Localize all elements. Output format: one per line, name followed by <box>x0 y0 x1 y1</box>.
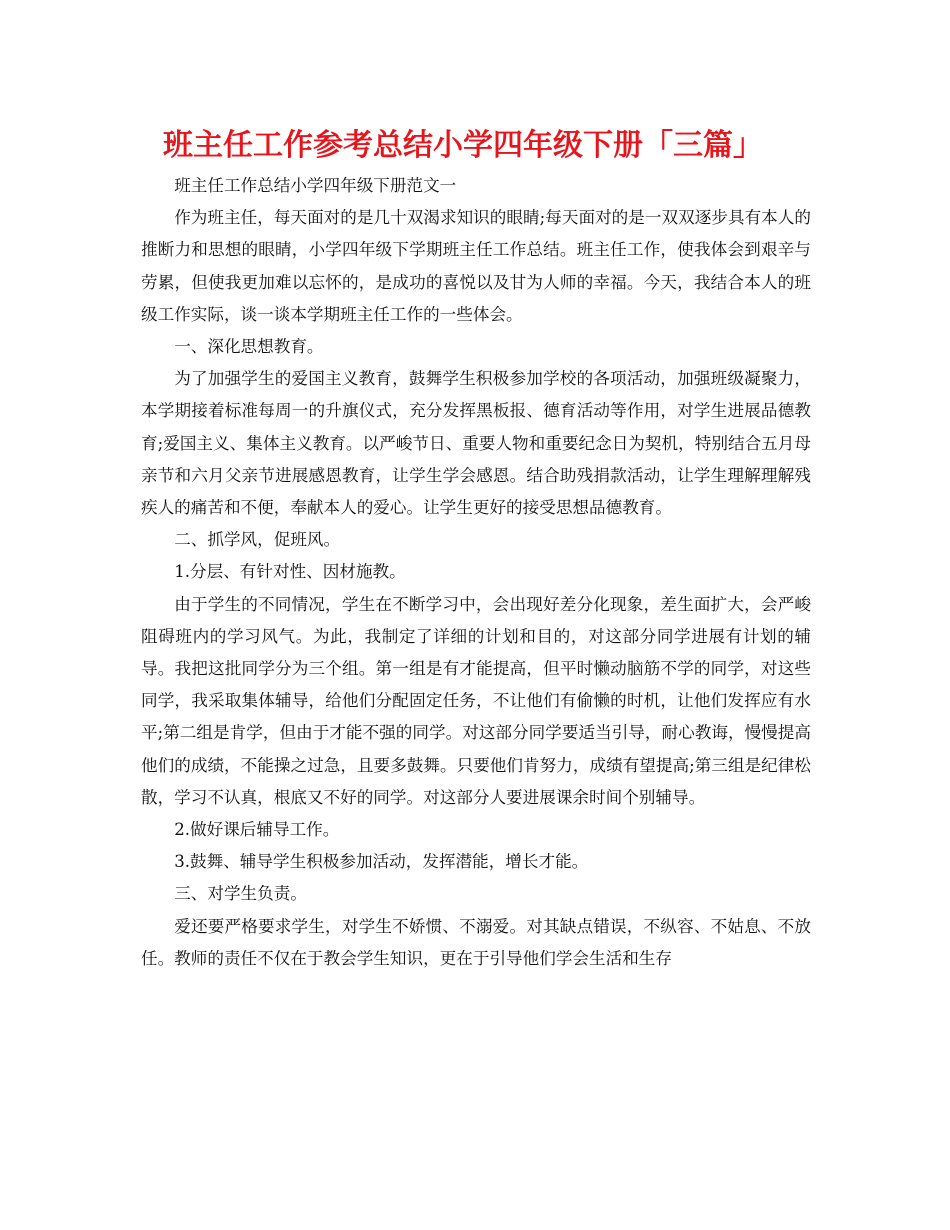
paragraph-section-1: 为了加强学生的爱国主义教育，鼓舞学生积极参加学校的各项活动，加强班级凝聚力，本学期接着标准每周一的升旗仪式，充分发挥黑板报、德育活动等作用，对学生进展品德教育;爱国主义、集体主义教育。以严峻节日、重要人物和重要纪念日为契机，特别结合五月母亲节和六月父亲节进展感恩教育，让学生学会感恩。结合助残捐款活动，让学生理解理解残疾人的痛苦和不便，奉献本人的爱心。让学生更好的接受思想品德教育。 <box>141 369 811 518</box>
document-page <box>141 124 811 975</box>
paragraph-subtitle: 班主任工作总结小学四年级下册范文一 <box>174 176 457 195</box>
paragraph-section-3: 爱还要严格要求学生，对学生不娇惯、不溺爱。对其缺点错误，不纵容、不姑息、不放任。教师的责任不仅在于教会学生知识，更在于引导他们学会生活和生存 <box>141 916 811 968</box>
paragraph-intro: 作为班主任，每天面对的是几十双渴求知识的眼睛;每天面对的是一双双逐步具有本人的推断力和思想的眼睛，小学四年级下学期班主任工作总结。班主任工作，使我体会到艰辛与劳累，但使我更加难以忘怀的，是成功的喜悦以及甘为人师的幸福。今天，我结合本人的班级工作实际，谈一谈本学期班主任工作的一些体会。 <box>141 208 811 324</box>
subsection-heading-2-3: 3.鼓舞、辅导学生积极参加活动，发挥潜能，增长才能。 <box>174 852 589 872</box>
section-heading-3: 三、对学生负责。 <box>174 884 307 904</box>
subsection-heading-2-1: 1.分层、有针对性、因材施教。 <box>174 562 406 582</box>
section-heading-1: 一、深化思想教育。 <box>174 337 324 357</box>
section-heading-2: 二、抓学风，促班风。 <box>174 530 341 550</box>
subsection-heading-2-2: 2.做好课后辅导工作。 <box>174 820 340 840</box>
paragraph-section-2-1: 由于学生的不同情况，学生在不断学习中，会出现好差分化现象，差生面扩大，会严峻阻碍班内的学习风气。为此，我制定了详细的计划和目的，对这部分同学进展有计划的辅导。我把这批同学分为三个组。第一组是有才能提高，但平时懒动脑筋不学的同学，对这些同学，我采取集体辅导，给他们分配固定任务，不让他们有偷懒的时机，让他们发挥应有水平;第二组是肯学，但由于才能不强的同学。对这部分同学要适当引导，耐心教诲，慢慢提高他们的成绩，不能操之过急，且要多鼓舞。只要他们肯努力，成绩有望提高;第三组是纪律松散，学习不认真，根底又不好的同学。对这部分人要进展课余时间个别辅导。 <box>141 594 811 807</box>
document-title: 班主任工作参考总结小学四年级下册「三篇」 <box>163 128 763 163</box>
